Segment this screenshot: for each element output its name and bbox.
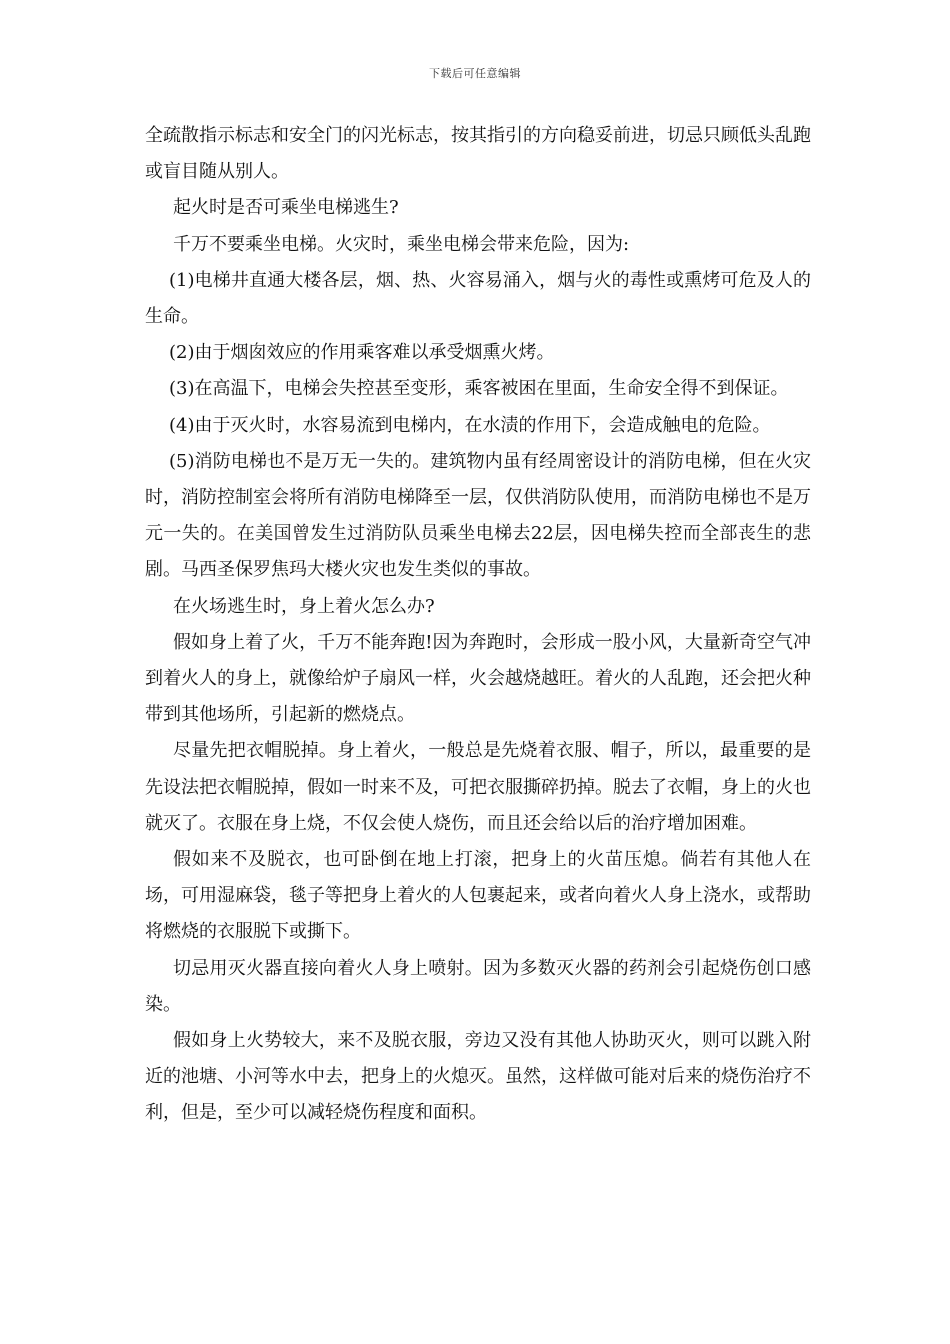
list-item-2: (2)由于烟囱效应的作用乘客难以承受烟熏火烤。 [169, 342, 555, 364]
question-clothes-fire: 在火场逃生时，身上着火怎么办? [173, 595, 435, 617]
paragraph-9: 假如身上着了火，千万不能奔跑!因为奔跑时，会形成一股小风，大量新奇空气冲到着火人的身上，就像给炉子扇风一样，火会越烧越旺。着火的人乱跑，还会把火种带到其他场所，引起新的燃烧点。 [145, 631, 811, 726]
list-item-3: (3)在高温下，电梯会失控甚至变形，乘客被困在里面，生命安全得不到保证。 [169, 378, 789, 400]
list-item-4: (4)由于灭火时，水容易流到电梯内，在水渍的作用下，会造成触电的危险。 [169, 414, 771, 436]
paragraph-10: 尽量先把衣帽脱掉。身上着火，一般总是先烧着衣服、帽子，所以，最重要的是先设法把衣帽脱掉，假如一时来不及，可把衣服撕碎扔掉。脱去了衣帽，身上的火也就灭了。衣服在身上烧，不仅会使人烧伤，而且还会给以后的治疗增加困难。 [145, 740, 811, 834]
page-header: 下载后可任意编辑 [429, 67, 521, 80]
paragraph-12: 切忌用灭火器直接向着火人身上喷射。因为多数灭火器的药剂会引起烧伤创口感染。 [145, 957, 811, 1015]
question-elevator: 起火时是否可乘坐电梯逃生? [173, 197, 399, 219]
document-body [145, 118, 811, 1132]
paragraph-11: 假如来不及脱衣，也可卧倒在地上打滚，把身上的火苗压熄。倘若有其他人在场，可用湿麻袋，毯子等把身上着火的人包裹起来，或者向着火人身上浇水，或帮助将燃烧的衣服脱下或撕下。 [145, 849, 811, 943]
paragraph-2: 千万不要乘坐电梯。火灾时，乘坐电梯会带来危险，因为: [173, 233, 630, 255]
list-item-1: (1)电梯井直通大楼各层，烟、热、火容易涌入，烟与火的毒性或熏烤可危及人的生命。 [145, 269, 811, 328]
paragraph-0: 全疏散指示标志和安全门的闪光标志，按其指引的方向稳妥前进，切忌只顾低头乱跑或盲目随从别人。 [145, 125, 811, 183]
paragraph-13: 假如身上火势较大，来不及脱衣服，旁边又没有其他人协助灭火，则可以跳入附近的池塘、小河等水中去，把身上的火熄灭。虽然，这样做可能对后来的烧伤治疗不利，但是，至少可以减轻烧伤程度和面积。 [145, 1030, 811, 1124]
list-item-5: (5)消防电梯也不是万无一失的。建筑物内虽有经周密设计的消防电梯，但在火灾时，消防控制室会将所有消防电梯降至一层，仅供消防队使用，而消防电梯也不是万元一失的。在美国曾发生过消防队员乘坐电梯去22层，因电梯失控而全部丧生的悲剧。马西圣保罗焦玛大楼火灾也发生类似的事故。 [145, 450, 811, 581]
